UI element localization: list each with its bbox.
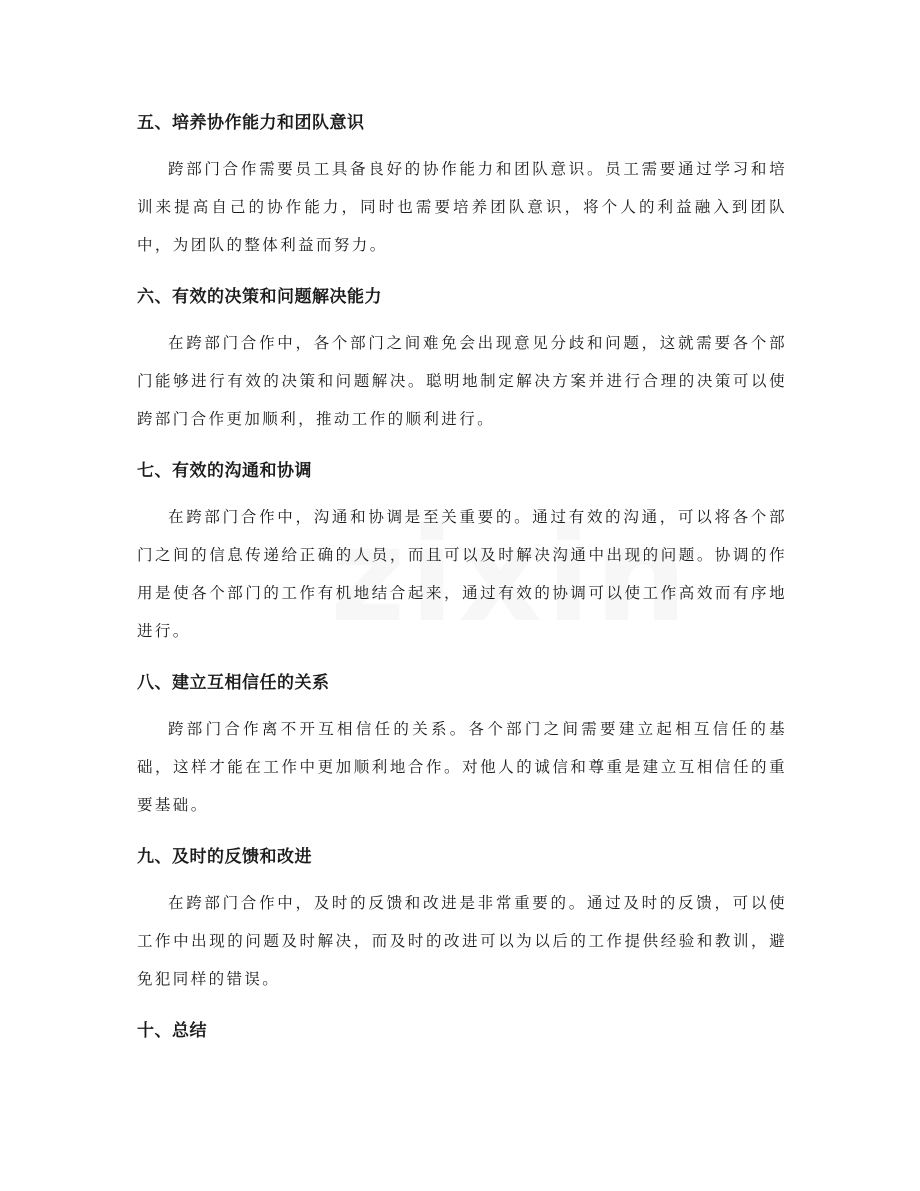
section-paragraph: 跨部门合作需要员工具备良好的协作能力和团队意识。员工需要通过学习和培训来提高自己的协作能力，同时也需要培养团队意识，将个人的利益融入到团队中，为团队的整体利益而努力。 [137,160,787,254]
section-7 [137,454,787,650]
section-8 [137,666,787,824]
section-heading: 七、有效的沟通和协调 [137,461,312,481]
section-heading: 六、有效的决策和问题解决能力 [137,287,382,307]
section-5 [137,106,787,264]
document-body [137,106,787,1058]
section-paragraph: 跨部门合作离不开互相信任的关系。各个部门之间需要建立起相互信任的基础，这样才能在工作中更加顺利地合作。对他人的诚信和尊重是建立互相信任的重要基础。 [137,720,787,814]
section-heading: 五、培养协作能力和团队意识 [137,113,365,133]
section-heading: 九、及时的反馈和改进 [137,847,312,867]
section-6 [137,280,787,438]
section-paragraph: 在跨部门合作中，各个部门之间难免会出现意见分歧和问题，这就需要各个部门能够进行有效的决策和问题解决。聪明地制定解决方案并进行合理的决策可以使跨部门合作更加顺利，推动工作的顺利进行。 [137,334,787,428]
section-9 [137,840,787,998]
section-10 [137,1014,787,1048]
section-heading: 十、总结 [137,1021,207,1041]
section-heading: 八、建立互相信任的关系 [137,673,330,693]
section-paragraph: 在跨部门合作中，及时的反馈和改进是非常重要的。通过及时的反馈，可以使工作中出现的问题及时解决，而及时的改进可以为以后的工作提供经验和教训，避免犯同样的错误。 [137,894,787,988]
section-paragraph: 在跨部门合作中，沟通和协调是至关重要的。通过有效的沟通，可以将各个部门之间的信息传递给正确的人员，而且可以及时解决沟通中出现的问题。协调的作用是使各个部门的工作有机地结合起来，通过有效的协调可以使工作高效而有序地进行。 [137,508,787,640]
